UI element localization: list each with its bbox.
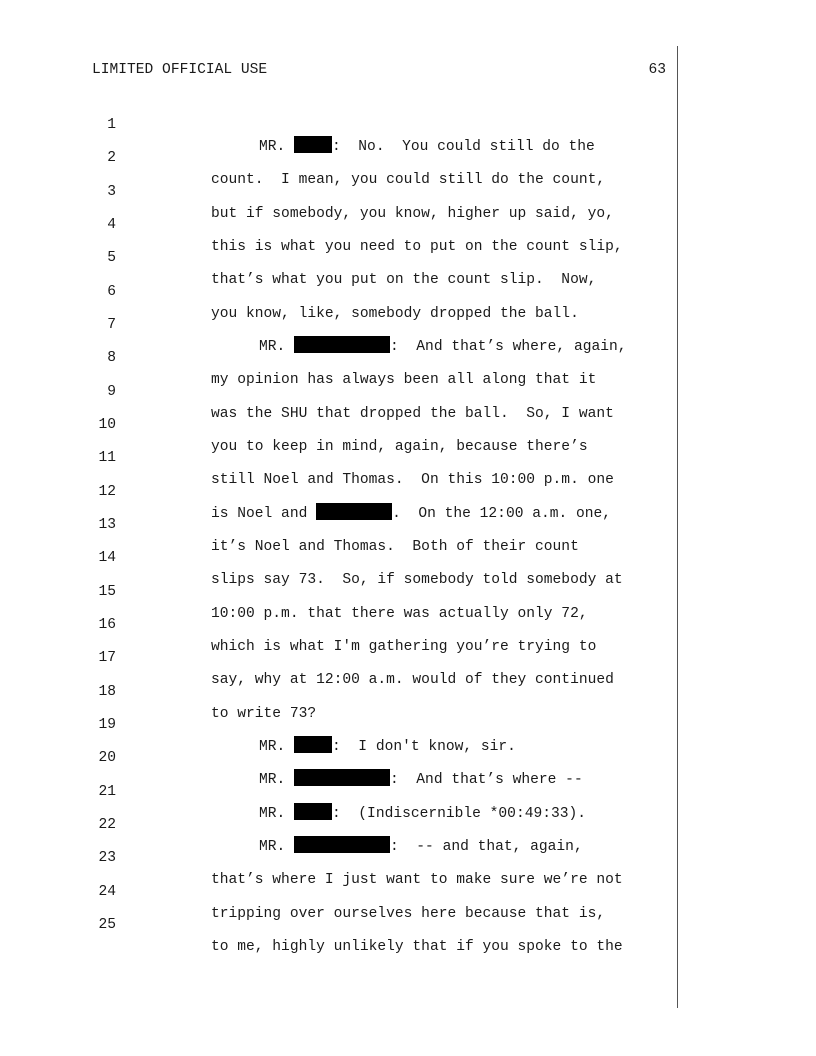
line-text: this is what you need to put on the count slip, [211, 239, 623, 255]
header-page-number: 63 [648, 62, 666, 78]
line-number: 18 [98, 684, 116, 700]
line-number: 16 [98, 617, 116, 633]
line-number: 2 [107, 150, 116, 166]
redaction-block [316, 503, 392, 520]
line-text: MR. : And that’s where -- [259, 769, 583, 791]
line-number: 7 [107, 317, 116, 333]
line-text: to me, highly unlikely that if you spoke to the [211, 939, 623, 955]
redaction-block [294, 769, 390, 786]
line-number: 22 [98, 817, 116, 833]
line-text: but if somebody, you know, higher up said, yo, [211, 206, 614, 222]
line-number: 8 [107, 350, 116, 366]
line-text: say, why at 12:00 a.m. would of they continued [211, 672, 614, 688]
line-number: 3 [107, 184, 116, 200]
redaction-block [294, 736, 332, 753]
line-text: MR. : No. You could still do the [259, 136, 595, 158]
redaction-block [294, 836, 390, 853]
line-number: 15 [98, 584, 116, 600]
line-text: that’s what you put on the count slip. Now, [211, 272, 597, 288]
redaction-block [294, 136, 332, 153]
line-number: 17 [98, 650, 116, 666]
line-number: 5 [107, 250, 116, 266]
line-number: 4 [107, 217, 116, 233]
redaction-block [294, 803, 332, 820]
line-number: 10 [98, 417, 116, 433]
line-number: 19 [98, 717, 116, 733]
line-text: that’s where I just want to make sure we’re not [211, 872, 623, 888]
line-number: 23 [98, 850, 116, 866]
line-number: 1 [107, 117, 116, 133]
transcript-line [0, 659, 317, 722]
line-number: 24 [98, 884, 116, 900]
line-text: count. I mean, you could still do the count, [211, 172, 606, 188]
line-text: is Noel and . On the 12:00 a.m. one, [211, 503, 611, 525]
line-text: MR. : (Indiscernible *00:49:33). [259, 803, 586, 825]
redaction-block [294, 336, 390, 353]
line-text: it’s Noel and Thomas. Both of their count [211, 539, 579, 555]
line-text: you know, like, somebody dropped the ball. [211, 306, 579, 322]
line-text: MR. : -- and that, again, [259, 836, 583, 858]
line-number: 12 [98, 484, 116, 500]
line-text: MR. : And that’s where, again, [259, 336, 627, 358]
header-classification: LIMITED OFFICIAL USE [92, 62, 268, 78]
line-text: 10:00 p.m. that there was actually only 72, [211, 606, 588, 622]
line-number: 25 [98, 917, 116, 933]
line-number: 11 [98, 450, 116, 466]
line-number: 20 [98, 750, 116, 766]
line-number: 6 [107, 284, 116, 300]
line-text: was the SHU that dropped the ball. So, I want [211, 406, 614, 422]
line-text: which is what I'm gathering you’re trying to [211, 639, 597, 655]
line-text: MR. : I don't know, sir. [259, 736, 516, 758]
line-number: 9 [107, 384, 116, 400]
line-text: tripping over ourselves here because that is, [211, 906, 606, 922]
line-text: you to keep in mind, again, because there’s [211, 439, 588, 455]
line-text: to write 73? [211, 706, 317, 722]
line-text: slips say 73. So, if somebody told somebody at [211, 572, 623, 588]
line-text: my opinion has always been all along that it [211, 372, 597, 388]
line-number: 14 [98, 550, 116, 566]
line-number: 21 [98, 784, 116, 800]
line-number: 13 [98, 517, 116, 533]
line-text: still Noel and Thomas. On this 10:00 p.m. one [211, 472, 614, 488]
margin-rule [677, 46, 678, 1008]
transcript-line [0, 92, 595, 155]
